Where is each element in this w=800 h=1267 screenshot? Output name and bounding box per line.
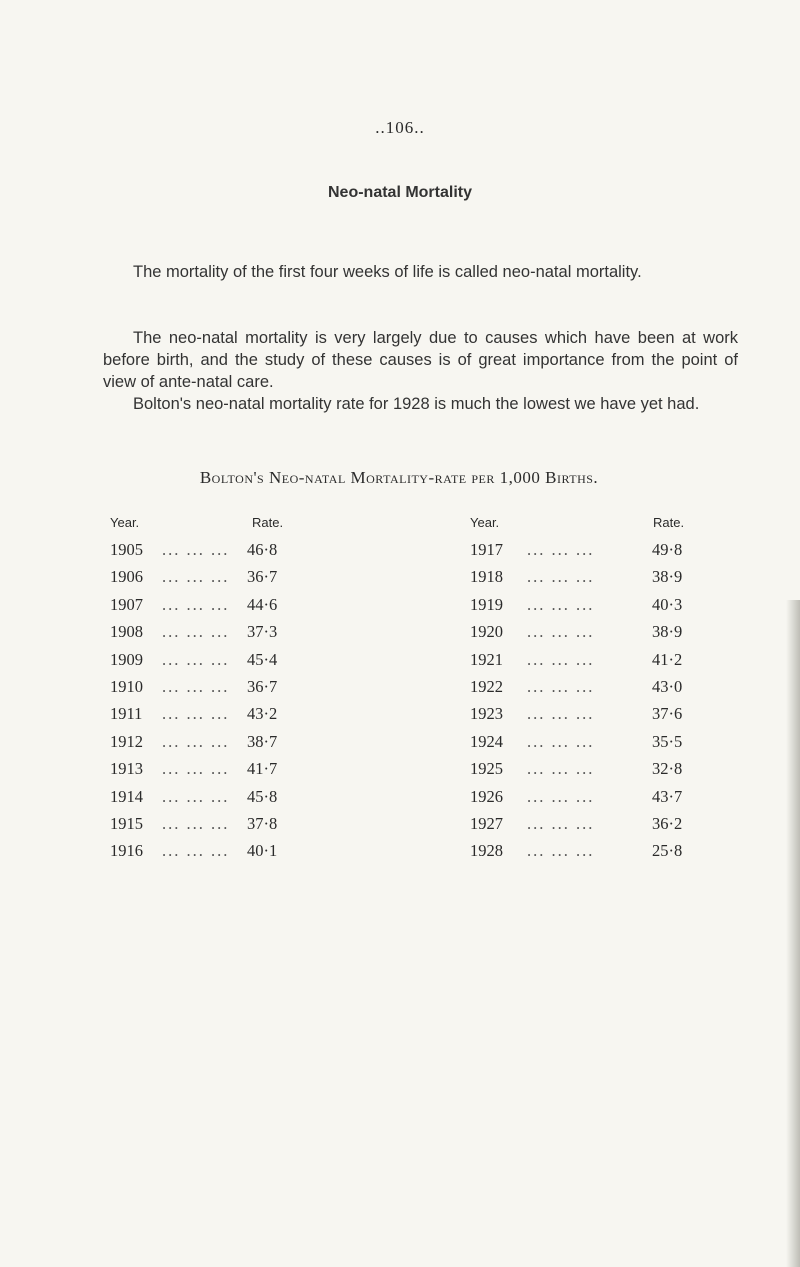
- leader-dots: ... ... ...: [162, 813, 230, 833]
- leader-dots: ... ... ...: [527, 567, 595, 587]
- leader-dots: ... ... ...: [162, 567, 230, 587]
- year-left-cell: 1914: [110, 786, 143, 806]
- year-right-cell: 1926: [470, 786, 503, 806]
- rate-left-cell: 38·7: [247, 731, 278, 751]
- rate-right-cell: 38·9: [652, 622, 683, 642]
- year-right-cell: 1921: [470, 649, 503, 669]
- table-row: [0, 704, 800, 731]
- year-right-cell: 1927: [470, 813, 503, 833]
- table-row: [0, 841, 800, 868]
- paragraph-definition: The mortality of the first four weeks of life is called neo-natal mortality.: [133, 262, 642, 281]
- table-title: Bolton's Neo-natal Mortality-rate per 1,000 Births.: [199, 468, 599, 487]
- rate-left-cell: 36·7: [247, 567, 278, 587]
- year-right-cell: 1923: [470, 704, 503, 724]
- rate-right-cell: 43·7: [652, 786, 683, 806]
- column-header-rate-right: Rate.: [653, 515, 685, 530]
- paragraph-causes: The neo-natal mortality is very largely due to causes which have been at work before birth, and the study of these causes is of great importance from the point of view of ante-natal care.: [103, 328, 738, 391]
- leader-dots: ... ... ...: [527, 649, 595, 669]
- leader-dots: ... ... ...: [527, 786, 595, 806]
- table-row: [0, 567, 800, 594]
- year-left-cell: 1911: [110, 704, 143, 724]
- year-left-cell: 1915: [110, 813, 143, 833]
- leader-dots: ... ... ...: [162, 786, 230, 806]
- column-header-year-left: Year.: [110, 515, 140, 530]
- leader-dots: ... ... ...: [162, 594, 230, 614]
- table-row: [0, 732, 800, 759]
- rate-right-cell: 25·8: [652, 841, 683, 861]
- year-left-cell: 1906: [110, 567, 143, 587]
- rate-left-cell: 44·6: [247, 594, 278, 614]
- mortality-table: [0, 540, 800, 869]
- rate-right-cell: 43·0: [652, 676, 683, 696]
- leader-dots: ... ... ...: [162, 622, 230, 642]
- column-header-rate-left: Rate.: [252, 515, 284, 530]
- year-left-cell: 1912: [110, 731, 143, 751]
- leader-dots: ... ... ...: [162, 759, 230, 779]
- year-left-cell: 1909: [110, 649, 143, 669]
- year-left-cell: 1907: [110, 594, 143, 614]
- rate-right-cell: 36·2: [652, 813, 683, 833]
- page-edge-shadow: [786, 600, 800, 1267]
- rate-left-cell: 43·2: [247, 704, 278, 724]
- leader-dots: ... ... ...: [527, 704, 595, 724]
- year-left-cell: 1905: [110, 540, 143, 559]
- table-row: [0, 814, 800, 841]
- rate-left-cell: 46·8: [247, 540, 278, 559]
- year-right-cell: 1918: [470, 567, 503, 587]
- table-row: [0, 650, 800, 677]
- year-right-cell: 1917: [470, 540, 503, 559]
- rate-right-cell: 32·8: [652, 759, 683, 779]
- table-row: [0, 759, 800, 786]
- year-right-cell: 1925: [470, 759, 503, 779]
- leader-dots: ... ... ...: [527, 813, 595, 833]
- leader-dots: ... ... ...: [162, 704, 230, 724]
- column-header-year-right: Year.: [470, 515, 500, 530]
- year-right-cell: 1920: [470, 622, 503, 642]
- section-heading: Neo-natal Mortality: [327, 184, 472, 201]
- rate-left-cell: 37·3: [247, 622, 278, 642]
- leader-dots: ... ... ...: [527, 622, 595, 642]
- rate-left-cell: 37·8: [247, 813, 278, 833]
- rate-right-cell: 40·3: [652, 594, 683, 614]
- rate-left-cell: 41·7: [247, 759, 278, 779]
- leader-dots: ... ... ...: [527, 594, 595, 614]
- year-left-cell: 1908: [110, 622, 143, 642]
- rate-left-cell: 45·8: [247, 786, 278, 806]
- leader-dots: ... ... ...: [527, 759, 595, 779]
- year-right-cell: 1922: [470, 676, 503, 696]
- rate-right-cell: 38·9: [652, 567, 683, 587]
- leader-dots: ... ... ...: [162, 731, 230, 751]
- rate-left-cell: 36·7: [247, 676, 278, 696]
- leader-dots: ... ... ...: [527, 841, 595, 861]
- paragraph-bolton-rate: Bolton's neo-natal mortality rate for 1928 is much the lowest we have yet had.: [133, 394, 700, 413]
- rate-right-cell: 41·2: [652, 649, 683, 669]
- rate-right-cell: 37·6: [652, 704, 683, 724]
- table-row: [0, 540, 800, 567]
- year-left-cell: 1916: [110, 841, 143, 861]
- rate-left-cell: 45·4: [247, 649, 278, 669]
- leader-dots: ... ... ...: [162, 676, 230, 696]
- rate-left-cell: 40·1: [247, 841, 278, 861]
- table-row: [0, 787, 800, 814]
- leader-dots: ... ... ...: [527, 676, 595, 696]
- table-row: [0, 595, 800, 622]
- rate-right-cell: 49·8: [652, 540, 683, 559]
- leader-dots: ... ... ...: [162, 649, 230, 669]
- rate-right-cell: 35·5: [652, 731, 683, 751]
- year-right-cell: 1924: [470, 731, 503, 751]
- year-right-cell: 1928: [470, 841, 503, 861]
- leader-dots: ... ... ...: [162, 540, 230, 559]
- leader-dots: ... ... ...: [527, 540, 595, 559]
- table-row: [0, 677, 800, 704]
- leader-dots: ... ... ...: [527, 731, 595, 751]
- leader-dots: ... ... ...: [162, 841, 230, 861]
- year-left-cell: 1910: [110, 676, 143, 696]
- table-row: [0, 622, 800, 649]
- page-number: ..106..: [375, 118, 425, 137]
- year-left-cell: 1913: [110, 759, 143, 779]
- year-right-cell: 1919: [470, 594, 503, 614]
